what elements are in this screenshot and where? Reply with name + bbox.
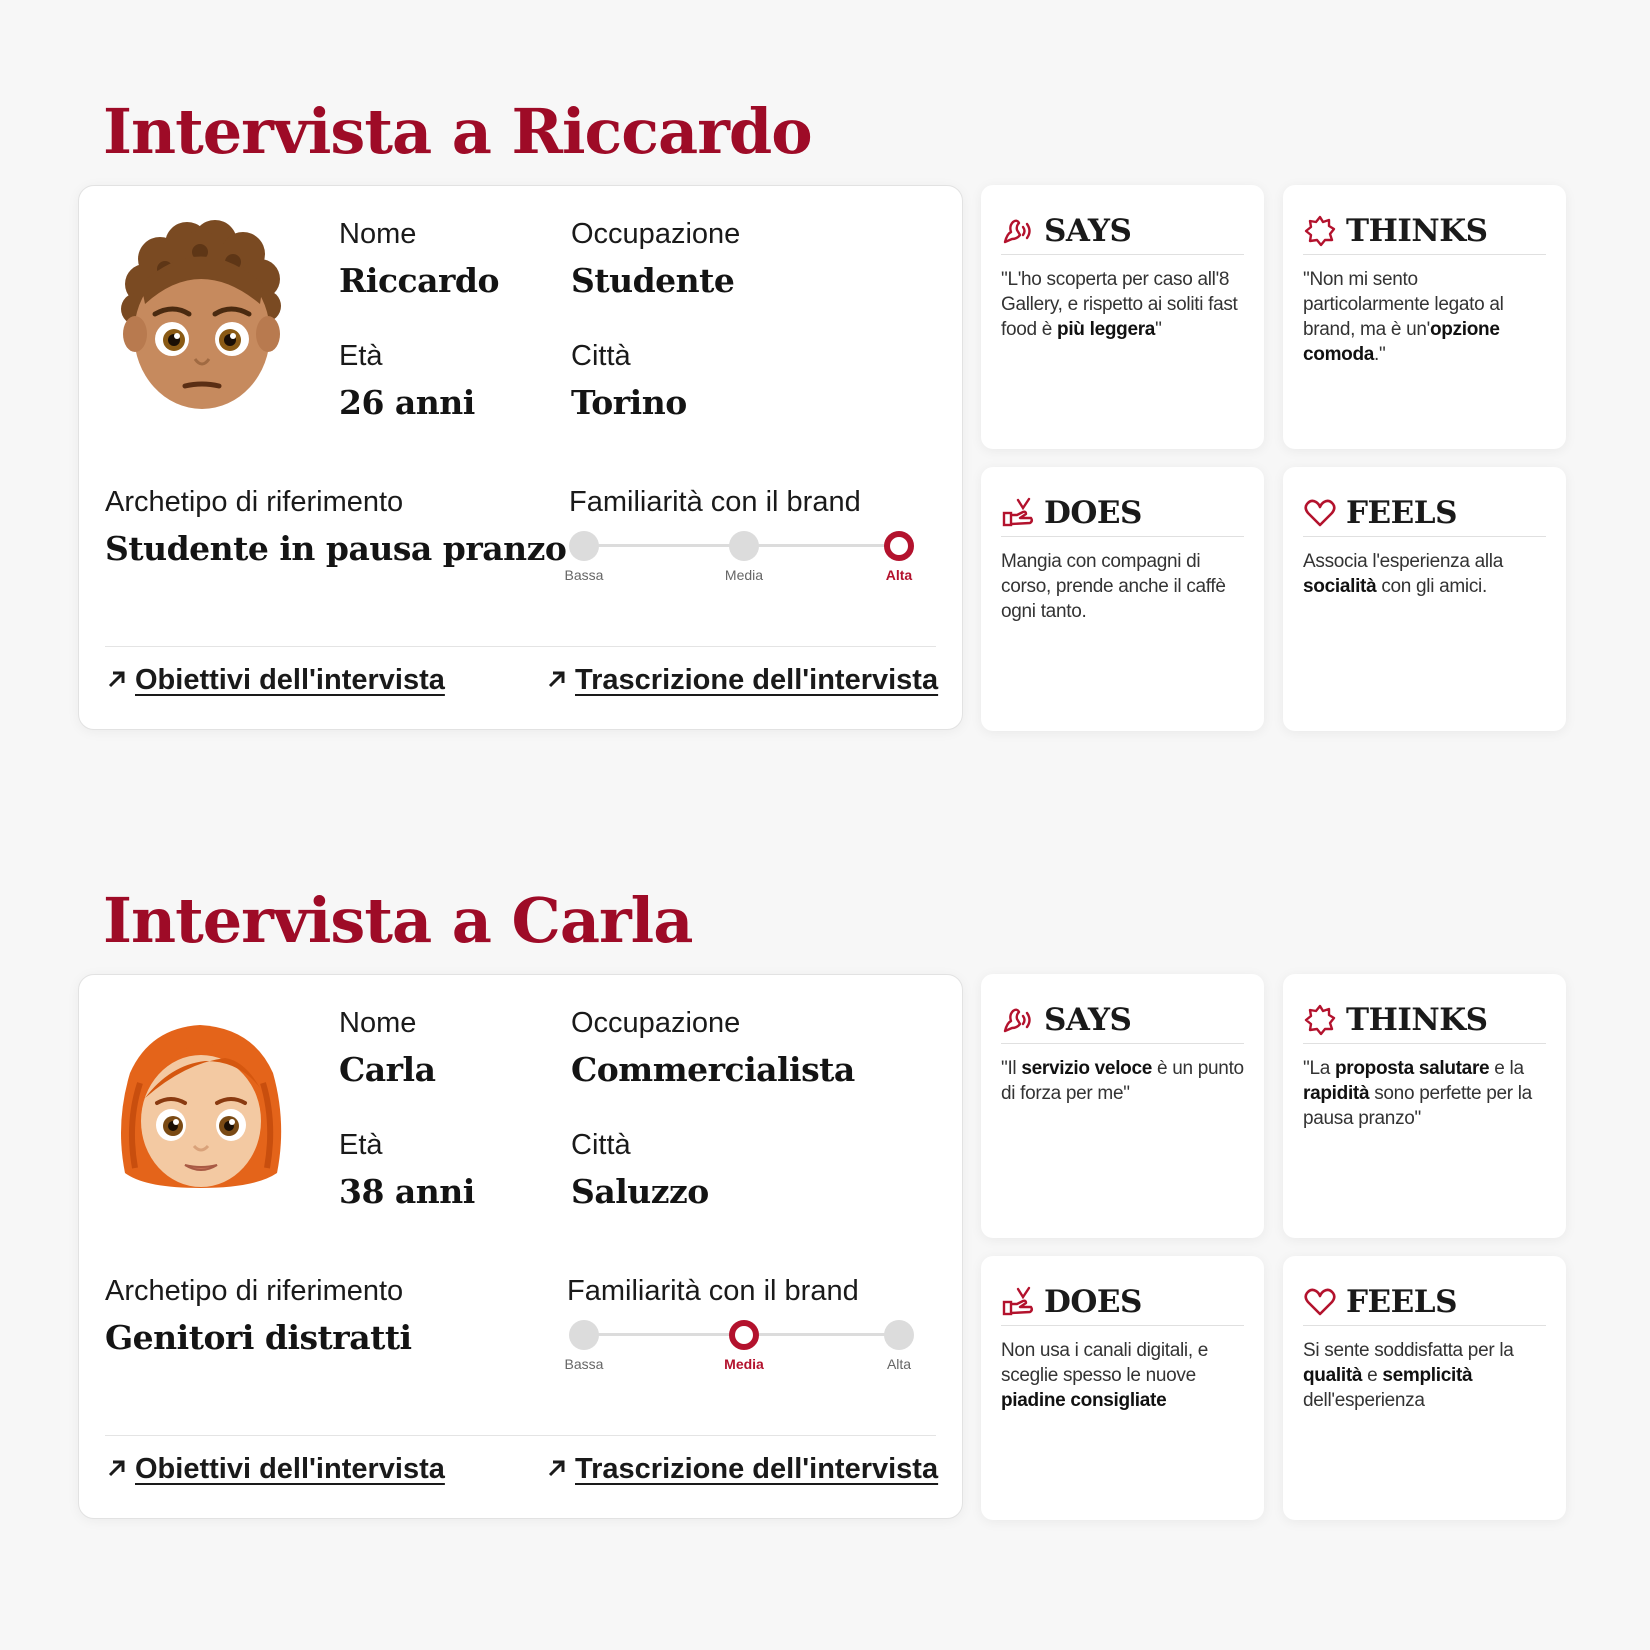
age-label: Età — [339, 1129, 383, 1161]
thinks-card — [1283, 974, 1566, 1238]
card-title: DOES — [1044, 494, 1142, 531]
transcript-link[interactable] — [545, 1453, 938, 1486]
occupation-value: Studente — [571, 261, 735, 300]
boy-curly-hair-icon — [105, 214, 295, 414]
age-field — [339, 1129, 475, 1211]
does-card — [981, 1256, 1264, 1520]
card-title: THINKS — [1346, 212, 1488, 249]
archetype-field — [105, 1275, 412, 1357]
archetype-label: Archetipo di riferimento — [105, 1275, 404, 1307]
card-title: THINKS — [1346, 1001, 1488, 1038]
objectives-link[interactable] — [105, 664, 445, 697]
card-text: Si sente soddisfatta per la qualità e semplicità dell'esperienza — [1303, 1340, 1514, 1411]
name-value: Riccardo — [339, 261, 500, 300]
heart-icon — [1303, 1285, 1337, 1319]
card-header — [1001, 1282, 1244, 1326]
card-text: Mangia con compagni di corso, prende anche il caffè ogni tanto. — [1001, 551, 1226, 622]
hand-action-icon — [1001, 1285, 1035, 1319]
does-card — [981, 467, 1264, 731]
profile-card — [78, 974, 963, 1519]
transcript-link-label: Trascrizione dell'intervista — [575, 1453, 939, 1485]
age-field — [339, 340, 475, 422]
divider — [105, 646, 936, 647]
scale-dot-high[interactable] — [884, 531, 914, 561]
arrow-up-right-icon — [545, 1456, 569, 1480]
city-value: Torino — [571, 383, 687, 422]
archetype-field — [105, 486, 566, 568]
card-text: "La proposta salutare e la rapidità sono perfette per la pausa pranzo" — [1303, 1058, 1532, 1129]
city-field — [571, 1129, 709, 1211]
occupation-label: Occupazione — [571, 1007, 741, 1039]
arrow-up-right-icon — [105, 667, 129, 691]
scale-dot-low[interactable] — [569, 531, 599, 561]
speaking-icon — [1001, 214, 1035, 248]
says-card — [981, 974, 1264, 1238]
card-title: DOES — [1044, 1283, 1142, 1320]
card-text: "Non mi sento particolarmente legato al brand, ma è un'opzione comoda." — [1303, 269, 1504, 365]
thought-burst-icon — [1303, 214, 1337, 248]
thought-burst-icon — [1303, 1003, 1337, 1037]
avatar — [105, 1003, 295, 1203]
archetype-value: Genitori distratti — [105, 1318, 412, 1357]
scale-label-mid: Media — [724, 1356, 764, 1372]
city-label: Città — [571, 1129, 631, 1161]
familiarity-field — [569, 486, 861, 519]
interview-section-riccardo — [0, 0, 1650, 790]
transcript-link-label: Trascrizione dell'intervista — [575, 664, 939, 696]
occupation-label: Occupazione — [571, 218, 741, 250]
city-field — [571, 340, 687, 422]
scale-label-mid: Media — [724, 567, 764, 583]
woman-red-hair-icon — [105, 1003, 295, 1203]
occupation-value: Commercialista — [571, 1050, 855, 1089]
feels-card — [1283, 1256, 1566, 1520]
scale-label-low: Bassa — [564, 567, 604, 583]
objectives-link[interactable] — [105, 1453, 445, 1486]
card-title: SAYS — [1044, 212, 1132, 249]
name-value: Carla — [339, 1050, 436, 1089]
arrow-up-right-icon — [105, 1456, 129, 1480]
familiarity-scale — [564, 531, 919, 583]
scale-dot-mid[interactable] — [729, 531, 759, 561]
city-label: Città — [571, 340, 631, 372]
age-value: 38 anni — [339, 1172, 475, 1211]
hand-action-icon — [1001, 496, 1035, 530]
name-label: Nome — [339, 218, 417, 250]
heart-icon — [1303, 496, 1337, 530]
avatar — [105, 214, 295, 414]
familiarity-label: Familiarità con il brand — [567, 1275, 859, 1307]
card-title: FEELS — [1346, 1283, 1457, 1320]
scale-label-high: Alta — [886, 1356, 912, 1372]
familiarity-label: Familiarità con il brand — [569, 486, 861, 518]
objectives-link-label: Obiettivi dell'intervista — [135, 664, 445, 696]
card-text: "L'ho scoperta per caso all'8 Gallery, e rispetto ai soliti fast food è più leggera" — [1001, 269, 1238, 340]
occupation-field — [571, 1007, 855, 1089]
scale-dot-high[interactable] — [884, 1320, 914, 1350]
occupation-field — [571, 218, 740, 300]
scale-dot-mid[interactable] — [729, 1320, 759, 1350]
card-header — [1001, 1000, 1244, 1044]
city-value: Saluzzo — [571, 1172, 709, 1211]
card-text: Associa l'esperienza alla socialità con gli amici. — [1303, 551, 1503, 597]
scale-label-low: Bassa — [564, 1356, 604, 1372]
transcript-link[interactable] — [545, 664, 938, 697]
interview-section-carla — [0, 789, 1650, 1579]
speaking-icon — [1001, 1003, 1035, 1037]
archetype-label: Archetipo di riferimento — [105, 486, 404, 518]
archetype-value: Studente in pausa pranzo — [105, 529, 567, 568]
scale-dot-low[interactable] — [569, 1320, 599, 1350]
card-text: "Il servizio veloce è un punto di forza per me" — [1001, 1058, 1244, 1104]
profile-card — [78, 185, 963, 730]
objectives-link-label: Obiettivi dell'intervista — [135, 1453, 445, 1485]
age-value: 26 anni — [339, 383, 475, 422]
scale-label-high: Alta — [885, 567, 913, 583]
section-title: Intervista a Riccardo — [103, 95, 812, 168]
age-label: Età — [339, 340, 383, 372]
card-header — [1303, 1282, 1546, 1326]
familiarity-field — [567, 1275, 859, 1308]
card-title: FEELS — [1346, 494, 1457, 531]
card-text: Non usa i canali digitali, e sceglie spesso le nuove piadine consigliate — [1001, 1340, 1209, 1411]
name-label: Nome — [339, 1007, 417, 1039]
says-card — [981, 185, 1264, 449]
thinks-card — [1283, 185, 1566, 449]
divider — [105, 1435, 936, 1436]
arrow-up-right-icon — [545, 667, 569, 691]
card-header — [1303, 1000, 1546, 1044]
card-title: SAYS — [1044, 1001, 1132, 1038]
card-header — [1303, 211, 1546, 255]
name-field — [339, 1007, 435, 1089]
feels-card — [1283, 467, 1566, 731]
card-header — [1001, 211, 1244, 255]
name-field — [339, 218, 499, 300]
section-title: Intervista a Carla — [103, 884, 693, 957]
familiarity-scale — [564, 1320, 919, 1372]
card-header — [1001, 493, 1244, 537]
card-header — [1303, 493, 1546, 537]
